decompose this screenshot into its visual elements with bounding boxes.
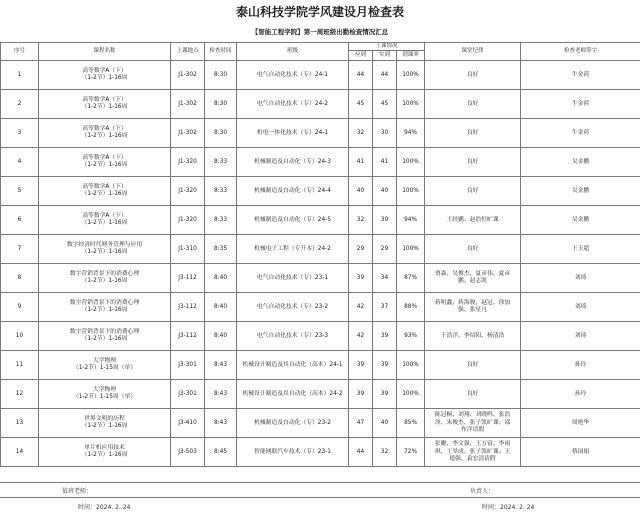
cell-check-time: 8:30 — [205, 119, 237, 148]
table-row — [1, 119, 640, 148]
cell-actual: 39 — [373, 380, 397, 409]
cell-expected: 42 — [349, 293, 373, 322]
cell-actual: 45 — [373, 90, 397, 119]
header-row-1 — [1, 43, 640, 51]
header-seq: 序号 — [1, 43, 39, 61]
cell-check-time: 8:40 — [205, 293, 237, 322]
cell-inspector: 刘琦 — [521, 264, 640, 293]
cell-course-line: 大学物理 — [92, 357, 117, 364]
cell-discipline — [425, 206, 521, 235]
cell-seq: 3 — [1, 119, 39, 148]
cell-course — [39, 409, 171, 438]
cell-seq: 11 — [1, 351, 39, 380]
cell-course-line: 高等数学A（下） — [82, 96, 127, 103]
cell-class: 机械制造及自动化（专）24-5 — [237, 206, 349, 235]
footer-date-right: 时间：2024. 2. 24 — [482, 504, 535, 511]
officer-signature-label: 负责人： — [470, 488, 495, 495]
cell-actual: 40 — [373, 409, 397, 438]
cell-course-line: （1-2节）1-15周（单） — [72, 394, 137, 401]
header-class: 班级 — [237, 43, 349, 61]
cell-discipline-line: 蒋明鑫、蒋海骏、赵冠、徐加 — [434, 299, 511, 306]
header-expected: 应到 — [349, 51, 373, 61]
cell-check-time: 8:45 — [205, 438, 237, 467]
cell-discipline-line: 良好 — [466, 100, 479, 107]
cell-class: 机械设计制造及其自动化（高本）24-1 — [237, 351, 349, 380]
footer-divider — [0, 482, 640, 483]
cell-discipline-line: 良好 — [466, 187, 479, 194]
cell-check-time: 8:30 — [205, 61, 237, 90]
cell-expected: 45 — [349, 90, 373, 119]
cell-seq: 9 — [1, 293, 39, 322]
cell-rate: 100% — [397, 148, 425, 177]
cell-course-line: 高等数学A（下） — [82, 212, 127, 219]
cell-discipline — [425, 119, 521, 148]
cell-course-line: （1-2节）1-16周 — [81, 452, 128, 459]
cell-location: J3-301 — [171, 351, 205, 380]
cell-discipline-line: 琪、王举成、张子凯旷课；王 — [434, 448, 511, 455]
cell-course — [39, 322, 171, 351]
cell-inspector: 吴金鹏 — [521, 148, 640, 177]
cell-discipline — [425, 293, 521, 322]
cell-seq: 4 — [1, 148, 39, 177]
cell-rate: 100% — [397, 351, 425, 380]
table-row — [1, 235, 640, 264]
cell-course-line: 大学物理 — [92, 386, 117, 393]
cell-check-time: 8:30 — [205, 90, 237, 119]
cell-check-time: 8:40 — [205, 322, 237, 351]
cell-discipline — [425, 380, 521, 409]
cell-course — [39, 119, 171, 148]
cell-course-line: （1-2节）1-16周 — [81, 104, 128, 111]
cell-class: 电气自动化技术（专）23-2 — [237, 293, 349, 322]
cell-discipline-line: 于浩洋、李绍阳、杨清浩 — [440, 332, 505, 339]
cell-class: 机电一体化技术（专）24-1 — [237, 119, 349, 148]
cell-class: 电气自动化技术（专）24-2 — [237, 90, 349, 119]
cell-location: J3-112 — [171, 264, 205, 293]
cell-discipline-line: 泽、朱俊杰、张子凯旷课；邵 — [434, 419, 511, 426]
cell-discipline — [425, 148, 521, 177]
cell-location: J3-112 — [171, 293, 205, 322]
table-row — [1, 293, 640, 322]
footer-date-left: 时间：2024. 2. 24 — [78, 504, 131, 511]
header-rate: 到课率 — [397, 51, 425, 61]
table-row — [1, 206, 640, 235]
cell-course-line: （1-2节）1-16周 — [81, 75, 128, 82]
cell-rate: 100% — [397, 90, 425, 119]
cell-expected: 41 — [349, 148, 373, 177]
cell-course-line: （1-2节）1-16周 — [81, 336, 128, 343]
cell-seq: 5 — [1, 177, 39, 206]
cell-discipline — [425, 90, 521, 119]
cell-discipline — [425, 322, 521, 351]
cell-discipline-line: 贾森、吴俊杰、夏彦伟、夏彦 — [434, 270, 511, 277]
cell-actual: 44 — [373, 61, 397, 90]
cell-seq: 13 — [1, 409, 39, 438]
cell-actual: 41 — [373, 148, 397, 177]
cell-class: 电气自动化技术（专）23-3 — [237, 322, 349, 351]
cell-course-line: 高等数学A（下） — [82, 154, 127, 161]
cell-discipline-line: 良好 — [466, 390, 479, 397]
cell-seq: 12 — [1, 380, 39, 409]
cell-seq: 14 — [1, 438, 39, 467]
cell-inspector: 吴金鹏 — [521, 206, 640, 235]
header-actual: 实到 — [373, 51, 397, 61]
cell-check-time: 8:43 — [205, 351, 237, 380]
cell-course — [39, 177, 171, 206]
cell-discipline-line: 良好 — [466, 129, 479, 136]
cell-discipline-line: 良好 — [466, 158, 479, 165]
cell-discipline — [425, 235, 521, 264]
cell-location: J3-112 — [171, 322, 205, 351]
cell-discipline — [425, 409, 521, 438]
cell-discipline-line: 良好 — [466, 71, 479, 78]
sheet-subtitle: 【智能工程学院】第一周班级出勤检查情况汇总 — [251, 28, 389, 36]
cell-rate: 88% — [397, 293, 425, 322]
cell-course-line: （1-2节）1-16周 — [81, 423, 128, 430]
cell-class: 机械设计制造及其自动化（高本）24-2 — [237, 380, 349, 409]
cell-expected: 39 — [349, 264, 373, 293]
cell-discipline-line: 强、张星凡 — [458, 307, 488, 314]
cell-inspector: 吴金鹏 — [521, 177, 640, 206]
header-check-time: 检查时间 — [205, 43, 237, 61]
cell-course-line: （1-2节）1-16周 — [81, 278, 128, 285]
cell-inspector: 孙玲 — [521, 351, 640, 380]
cell-course — [39, 235, 171, 264]
cell-course — [39, 380, 171, 409]
cell-course — [39, 61, 171, 90]
cell-expected: 39 — [349, 380, 373, 409]
cell-check-time: 8:35 — [205, 235, 237, 264]
cell-inspector: 牛金荷 — [521, 90, 640, 119]
cell-expected: 39 — [349, 351, 373, 380]
attendance-table — [0, 42, 640, 467]
cell-discipline-line: 张姗、李文强、王万富、李雨 — [434, 440, 511, 447]
cell-rate: 100% — [397, 61, 425, 90]
cell-location: J3-410 — [171, 409, 205, 438]
table-row — [1, 264, 640, 293]
cell-course-line: 数字营销背景下的消费心理 — [69, 299, 140, 306]
header-attendance-group: 上课情况 — [349, 43, 425, 51]
cell-expected: 44 — [349, 61, 373, 90]
cell-inspector: 周艳华 — [521, 409, 640, 438]
cell-location: J3-503 — [171, 438, 205, 467]
cell-discipline — [425, 177, 521, 206]
cell-class: 机械制造及自动化（专）23-2 — [237, 409, 349, 438]
header-course: 课程名称 — [39, 43, 171, 61]
cell-location: J3-301 — [171, 380, 205, 409]
cell-inspector: 牛金荷 — [521, 61, 640, 90]
cell-course — [39, 148, 171, 177]
cell-location: J1-320 — [171, 148, 205, 177]
cell-course-line: （1-2节）1-15周（单） — [72, 365, 137, 372]
header-location: 上课地点 — [171, 43, 205, 61]
cell-seq: 1 — [1, 61, 39, 90]
cell-seq: 8 — [1, 264, 39, 293]
cell-class: 机械制造及自动化（专）24-4 — [237, 177, 349, 206]
cell-check-time: 8:33 — [205, 148, 237, 177]
cell-check-time: 8:33 — [205, 206, 237, 235]
cell-actual: 29 — [373, 235, 397, 264]
cell-location: J1-320 — [171, 177, 205, 206]
cell-actual: 34 — [373, 264, 397, 293]
cell-course — [39, 264, 171, 293]
cell-course — [39, 90, 171, 119]
footer-divider — [0, 497, 640, 498]
table-row — [1, 351, 640, 380]
cell-expected: 32 — [349, 119, 373, 148]
cell-seq: 6 — [1, 206, 39, 235]
cell-course-line: 单片机应用技术 — [84, 444, 125, 451]
cell-class: 智能网联汽车技术（专）23-1 — [237, 438, 349, 467]
cell-class: 机械制造及自动化（专）24-3 — [237, 148, 349, 177]
table-row — [1, 148, 640, 177]
sheet-title: 泰山科技学院学风建设月检查表 — [235, 5, 404, 19]
cell-course — [39, 206, 171, 235]
cell-course-line: 数字营销背景下的消费心理 — [69, 328, 140, 335]
cell-expected: 32 — [349, 206, 373, 235]
header-inspector: 检查老师签字 — [521, 43, 640, 61]
cell-check-time: 8:40 — [205, 264, 237, 293]
cell-seq: 7 — [1, 235, 39, 264]
cell-actual: 39 — [373, 322, 397, 351]
cell-discipline — [425, 61, 521, 90]
cell-check-time: 8:33 — [205, 177, 237, 206]
cell-discipline-line: 鹏、赵志凯 — [458, 278, 488, 285]
table-row — [1, 409, 640, 438]
cell-course-line: 数字经济时代财务管理与应用 — [66, 241, 143, 248]
cell-course-line: （1-2节）1-16周 — [81, 249, 128, 256]
cell-rate: 87% — [397, 264, 425, 293]
cell-location: J1-302 — [171, 61, 205, 90]
cell-course-line: 世界文明的历程 — [84, 415, 125, 422]
table-row — [1, 90, 640, 119]
cell-discipline-line: 王经鹏、赵浩恒旷课 — [446, 216, 499, 223]
cell-discipline-line: 良好 — [466, 361, 479, 368]
cell-expected: 40 — [349, 177, 373, 206]
cell-discipline — [425, 264, 521, 293]
table-row — [1, 380, 640, 409]
table-row — [1, 177, 640, 206]
cell-discipline — [425, 438, 521, 467]
cell-course — [39, 351, 171, 380]
cell-location: J1-320 — [171, 206, 205, 235]
cell-course-line: 高等数学A（下） — [82, 125, 127, 132]
table-row — [1, 61, 640, 90]
cell-inspector: 王玉超 — [521, 235, 640, 264]
cell-course-line: 数字营销背景下的消费心理 — [69, 270, 140, 277]
cell-course-line: （1-2节）1-16周 — [81, 220, 128, 227]
cell-course — [39, 438, 171, 467]
cell-location: J1-310 — [171, 235, 205, 264]
cell-course-line: 高等数学A（下） — [82, 183, 127, 190]
cell-actual: 39 — [373, 351, 397, 380]
cell-class: 电气自动化技术（专）23-1 — [237, 264, 349, 293]
cell-actual: 30 — [373, 119, 397, 148]
cell-course-line: （1-2节）1-16周 — [81, 162, 128, 169]
cell-rate: 85% — [397, 409, 425, 438]
header-discipline: 课堂纪律 — [425, 43, 521, 61]
cell-class: 机械电子工程（专升本）24-2 — [237, 235, 349, 264]
cell-discipline — [425, 351, 521, 380]
cell-rate: 100% — [397, 380, 425, 409]
cell-rate: 100% — [397, 235, 425, 264]
cell-seq: 2 — [1, 90, 39, 119]
cell-inspector: 刘琦 — [521, 322, 640, 351]
cell-expected: 42 — [349, 322, 373, 351]
cell-expected: 44 — [349, 438, 373, 467]
cell-actual: 37 — [373, 293, 397, 322]
cell-rate: 94% — [397, 206, 425, 235]
cell-check-time: 8:43 — [205, 380, 237, 409]
cell-rate: 94% — [397, 119, 425, 148]
cell-rate: 93% — [397, 322, 425, 351]
inspector-signature-label: 值班老师： — [62, 488, 93, 495]
cell-rate: 100% — [397, 177, 425, 206]
cell-class: 电气自动化技术（专）24-1 — [237, 61, 349, 90]
table-row — [1, 322, 640, 351]
cell-course-line: （1-2节）1-16周 — [81, 133, 128, 140]
cell-discipline-line: 陈冠桐、刘翔、刘晓鸣、张浩 — [434, 411, 511, 418]
cell-actual: 30 — [373, 206, 397, 235]
cell-seq: 10 — [1, 322, 39, 351]
cell-course-line: （1-2节）1-16周 — [81, 307, 128, 314]
cell-inspector: 孙玲 — [521, 380, 640, 409]
table-row — [1, 438, 640, 467]
cell-discipline-line: 作洋请假 — [460, 427, 485, 434]
cell-expected: 47 — [349, 409, 373, 438]
cell-location: J1-302 — [171, 90, 205, 119]
cell-expected: 29 — [349, 235, 373, 264]
cell-course — [39, 293, 171, 322]
cell-course-line: （1-2节）1-16周 — [81, 191, 128, 198]
cell-inspector: 刘琦 — [521, 293, 640, 322]
cell-inspector: 蔡国娟 — [521, 438, 640, 467]
cell-discipline-line: 良好 — [466, 245, 479, 252]
cell-actual: 40 — [373, 177, 397, 206]
cell-rate: 72% — [397, 438, 425, 467]
cell-inspector: 牛金荷 — [521, 119, 640, 148]
cell-discipline-line: 德强、袁宏清请假 — [449, 456, 496, 463]
cell-actual: 32 — [373, 438, 397, 467]
cell-location: J1-302 — [171, 119, 205, 148]
cell-check-time: 8:43 — [205, 409, 237, 438]
cell-course-line: 高等数学A（下） — [82, 67, 127, 74]
